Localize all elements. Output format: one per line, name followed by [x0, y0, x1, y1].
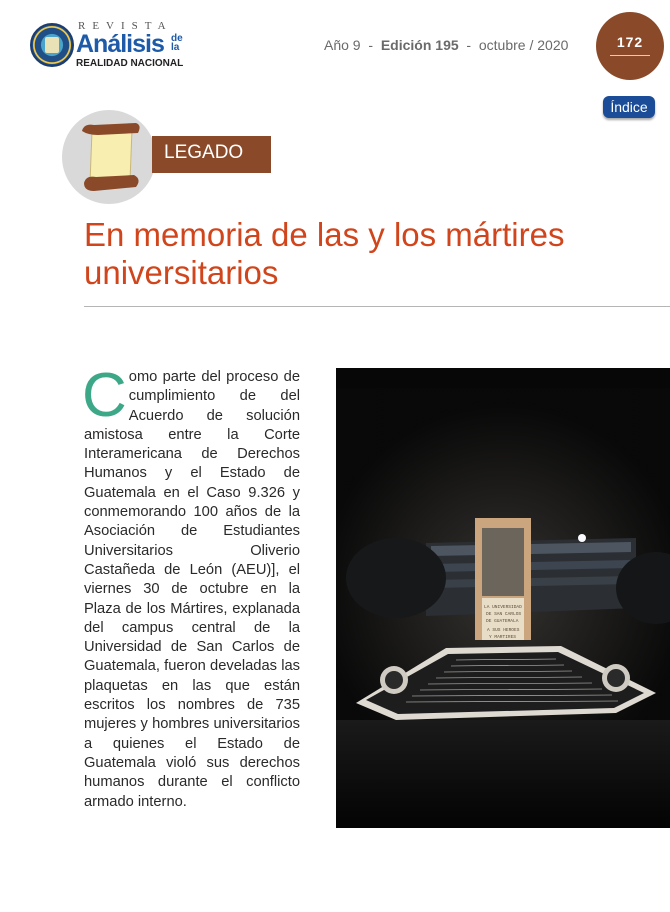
logo-analisis: Análisis — [76, 30, 164, 58]
drop-cap: C — [82, 361, 127, 430]
monument-text-line: DE SAN CARLOS — [486, 612, 522, 617]
monument-text-line: Y MARTIRES — [489, 635, 517, 640]
logo-de-la: de la — [171, 33, 183, 53]
monument-text-line: DE GUATEMALA — [486, 619, 519, 624]
section-label-bar — [152, 136, 271, 173]
monument-text-line: LA UNIVERSIDAD — [484, 605, 522, 610]
section-label: LEGADO — [164, 142, 244, 163]
magazine-logo — [28, 20, 188, 72]
logo-revista: REVISTA — [78, 20, 173, 32]
university-seal-icon — [30, 23, 74, 67]
logo-realidad-nacional: REALIDAD NACIONAL — [76, 58, 184, 69]
article-title: En memoria de las y los mártires universitarios — [84, 216, 565, 291]
issue-year: Año 9 — [324, 37, 361, 53]
index-button[interactable]: Índice — [603, 96, 655, 118]
title-divider — [84, 306, 670, 307]
monument-scene — [336, 368, 670, 828]
issue-edition: Edición 195 — [380, 37, 459, 53]
issue-info: Año 9 - Edición 195 - octubre / 2020 — [324, 37, 569, 53]
article-body-text: omo parte del proceso de cumplimiento de del Acuerdo de solución amistosa entre la Corte Interamericana de Derechos Humanos y el Estado de Guatemala en el Caso 9.326 y conmemorando 100 años de la Asociación de Estudiantes Universitarios Oliverio Castañeda de León (AEU)], el viernes 30 de octubre en la Plaza de los Mártires, explanada del campus central de la Universidad de San Carlos de Guatemala, fueron develadas las plaquetas en las que están escritos los nombres de 735 mujeres y hombres universitarios a quienes el Estado de Guatemala violó sus derechos humanos durante el conflicto armado interno. — [84, 369, 300, 810]
monument-text-line: A SUS HEROES — [487, 628, 520, 633]
page-number: 172 — [616, 34, 644, 50]
scroll-icon — [78, 121, 144, 193]
article-body — [82, 361, 300, 812]
page-number-badge — [596, 12, 664, 80]
issue-date: octubre / 2020 — [478, 37, 569, 53]
night-monument-photo — [336, 368, 670, 828]
